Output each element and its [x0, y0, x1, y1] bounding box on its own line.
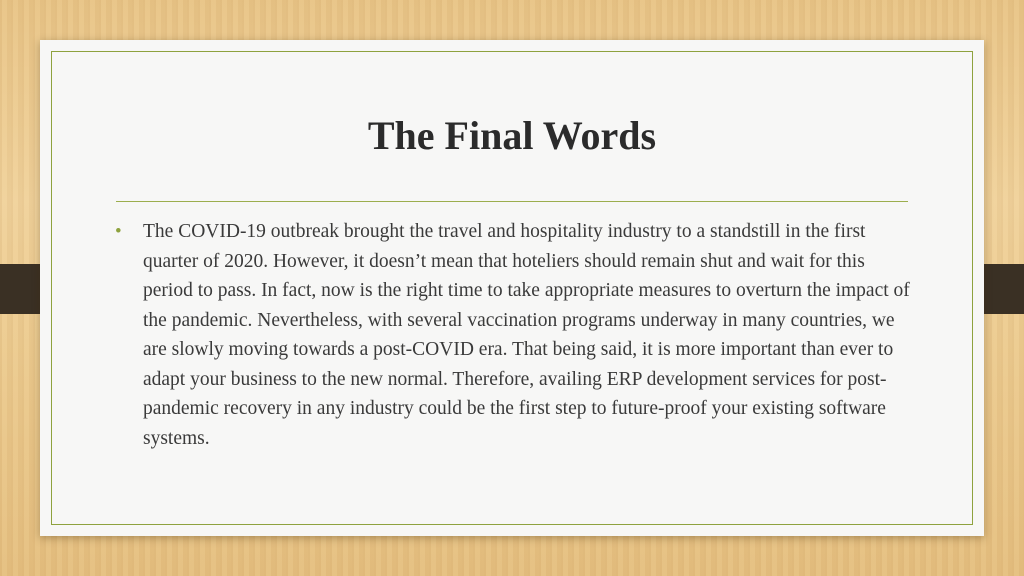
title-divider	[116, 201, 908, 202]
slide-title: The Final Words	[367, 113, 657, 158]
slide-card	[40, 40, 984, 536]
bullet-icon: •	[115, 221, 122, 242]
bullet-text: The COVID-19 outbreak brought the travel and hospitality industry to a standstill in the first quarter of 2020. However, it doesn’t mean that hoteliers should remain shut and wait for this period to pass. In fact, now is the right time to take appropriate measures to overturn the impact of the pandemic. Nevertheless, with several vaccination programs underway in many countries, we are slowly moving towards a post-COVID era. That being said, it is more important than ever to adapt your business to the new normal. Therefore, availing ERP development services for post-pandemic recovery in any industry could be the first step to future-proof your existing software systems.	[143, 221, 910, 449]
list-item	[115, 217, 913, 453]
bullet-list	[115, 217, 913, 453]
